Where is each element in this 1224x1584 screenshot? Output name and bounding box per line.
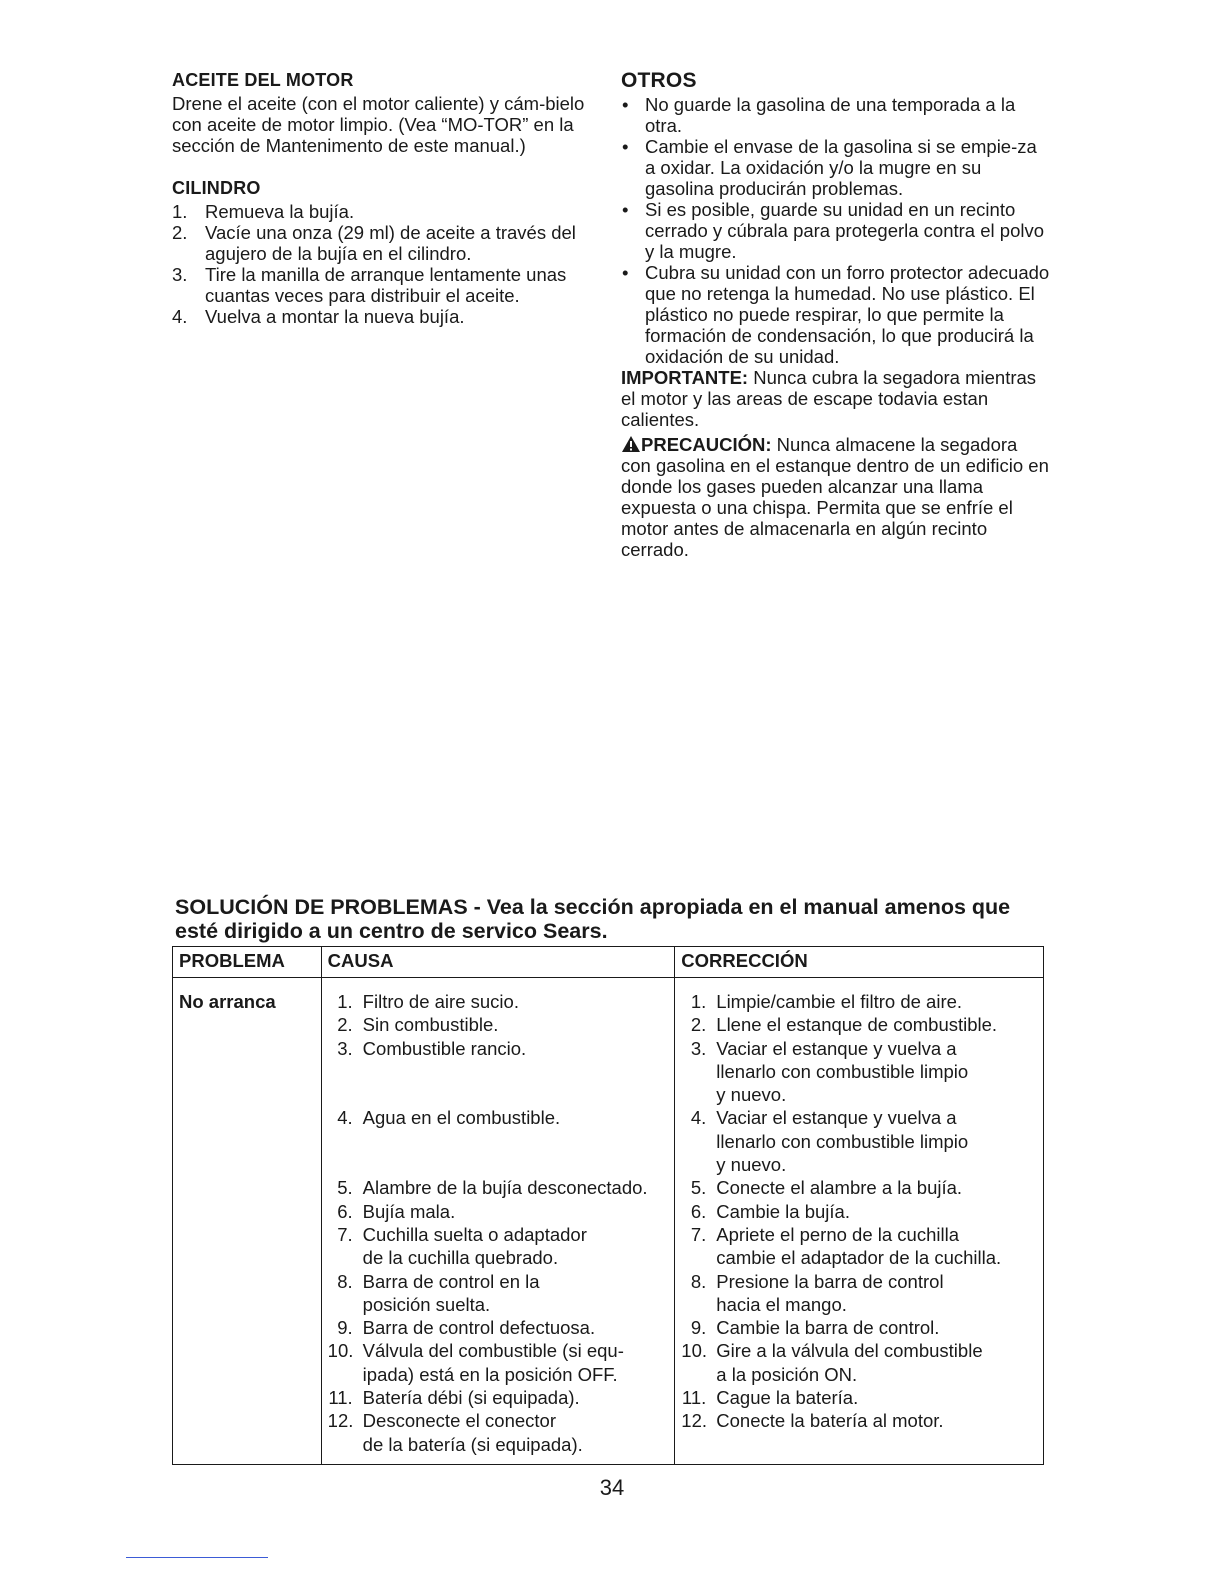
step-number: 1. [172, 201, 188, 222]
item-line: Batería débi (si equipada). [362, 1387, 580, 1409]
item-number: 5. [690, 1177, 707, 1199]
cylinder-heading: CILINDRO [172, 178, 261, 198]
item-line: Gire a la válvula del combustible [716, 1340, 983, 1362]
cause-item [328, 1200, 669, 1223]
cause-item [328, 990, 669, 1013]
others-bullet: • Cubra su unidad con un forro protector adecuado que no retenga la humedad. No use plástico. El plástico no puede respirar, lo que permite la formación de condensación, lo que producirá la oxidación de su unidad. [622, 262, 1050, 367]
item-number: 4. [690, 1107, 707, 1129]
item-line: de la batería (si equipada). [362, 1433, 583, 1455]
item-line: a la posición ON. [716, 1363, 858, 1385]
cause-item [328, 1386, 669, 1409]
item-number: 11. [681, 1387, 707, 1409]
step-text: Vacíe una onza (29 ml) de aceite a través del agujero de la bujía en el cilindro. [205, 222, 576, 264]
item-number: 6. [337, 1200, 353, 1222]
item-line: Desconecte el conector [362, 1410, 557, 1432]
others-bullet: • No guarde la gasolina de una temporada a la otra. [622, 94, 1016, 136]
item-line: Llene el estanque de combustible. [716, 1014, 998, 1036]
motor-oil-heading: ACEITE DEL MOTOR [172, 70, 354, 90]
correction-item [681, 1270, 1037, 1317]
correction-item [681, 1386, 1037, 1409]
cause-item [328, 1409, 669, 1456]
item-line: y nuevo. [716, 1084, 787, 1106]
troubleshooting-table [172, 946, 1044, 1465]
page-number: 34 [599, 1475, 625, 1500]
item-number: 4. [337, 1107, 353, 1129]
item-number: 11. [328, 1387, 353, 1409]
correction-item [681, 1223, 1037, 1270]
correction-item [681, 990, 1037, 1013]
right-column [621, 70, 1051, 560]
item-line: llenarlo con combustible limpio [716, 1130, 969, 1152]
item-number: 9. [690, 1317, 707, 1339]
others-heading: OTROS [621, 69, 697, 92]
item-number: 9. [337, 1317, 353, 1339]
item-number: 2. [690, 1014, 707, 1036]
item-line: cambie el adaptador de la cuchilla. [716, 1247, 1002, 1269]
item-number: 7. [337, 1223, 353, 1245]
bullet-text: Cambie el envase de la gasolina si se empie-za a oxidar. La oxidación y/o la mugre en su gasolina producirán problemas. [645, 136, 1037, 199]
item-line: Conecte la batería al motor. [716, 1410, 944, 1432]
step-number: 4. [172, 306, 188, 327]
item-line: Barra de control defectuosa. [362, 1317, 596, 1339]
item-number: 2. [337, 1014, 353, 1036]
step-number: 3. [172, 264, 188, 285]
item-line: Bujía mala. [362, 1200, 456, 1222]
cylinder-steps [172, 201, 602, 327]
item-line: Alambre de la bujía desconectado. [362, 1177, 648, 1199]
item-line: de la cuchilla quebrado. [362, 1247, 559, 1269]
header-cause: CAUSA [321, 947, 675, 978]
correction-item [681, 1409, 1037, 1432]
item-line: Apriete el perno de la cuchilla [716, 1223, 959, 1245]
cylinder-step [172, 222, 602, 264]
correction-item [681, 1037, 1037, 1107]
step-text: Remueva la bujía. [205, 201, 355, 222]
cause-item [328, 1037, 669, 1060]
item-number: 10. [327, 1340, 354, 1362]
item-line: Presione la barra de control [716, 1270, 944, 1292]
warning-triangle-icon [621, 435, 641, 453]
cause-item [328, 1013, 669, 1036]
left-column [172, 70, 602, 327]
problem-cell: No arranca [173, 978, 322, 1465]
item-line: Cambie la bujía. [716, 1200, 850, 1222]
bullet-text: Cubra su unidad con un forro protector adecuado que no retenga la humedad. No use plástico. El plástico no puede respirar, lo que permite la formación de condensación, lo que producirá la oxidación de su unidad. [645, 262, 1050, 367]
cause-item [328, 1106, 669, 1129]
cylinder-step [172, 306, 602, 327]
item-number: 8. [690, 1270, 707, 1292]
item-line: Sin combustible. [362, 1014, 499, 1036]
item-number: 6. [690, 1200, 707, 1222]
important-text: Nunca cubra la segadora mientras el motor y las areas de escape todavia estan calientes. [621, 367, 1037, 430]
item-number: 3. [337, 1037, 353, 1059]
item-line: Cague la batería. [716, 1387, 859, 1409]
item-line: llenarlo con combustible limpio [716, 1060, 969, 1082]
item-number: 12. [327, 1410, 354, 1432]
item-number: 5. [337, 1177, 353, 1199]
table-row [173, 978, 1044, 1465]
step-number: 2. [172, 222, 188, 243]
item-line: Agua en el combustible. [362, 1107, 561, 1129]
header-problem: PROBLEMA [173, 947, 322, 978]
item-line: hacia el mango. [716, 1293, 847, 1315]
item-line: y nuevo. [716, 1154, 787, 1176]
correction-item [681, 1316, 1037, 1339]
correction-item [681, 1339, 1037, 1386]
footer-rule [126, 1557, 268, 1558]
motor-oil-text: Drene el aceite (con el motor caliente) y cám-bielo con aceite de motor limpio. (Vea “MO-TOR” en la sección de Mantenimento de este manual.) [172, 93, 585, 156]
others-bullet: • Cambie el envase de la gasolina si se empie-za a oxidar. La oxidación y/o la mugre en su gasolina producirán problemas. [622, 136, 1037, 199]
causes-cell [321, 978, 675, 1465]
item-number: 8. [337, 1270, 353, 1292]
cause-item [328, 1176, 669, 1199]
item-line: posición suelta. [362, 1293, 491, 1315]
bullet-text: No guarde la gasolina de una temporada a la otra. [645, 94, 1016, 136]
step-text: Vuelva a montar la nueva bujía. [205, 306, 465, 327]
caution-text: Nunca almacene la segadora con gasolina en el estanque dentro de un edificio en donde los gases pueden alcanzar una llama expuesta o una chispa. Permita que se enfríe el motor antes de almacenarla en algún recinto cerrado. [621, 434, 1049, 560]
cause-item [328, 1316, 669, 1339]
item-line: Vaciar el estanque y vuelva a [716, 1107, 957, 1129]
cause-item [328, 1223, 669, 1270]
bullet-text: Si es posible, guarde su unidad en un recinto cerrado y cúbrala para protegerla contra el polvo y la mugre. [645, 199, 1045, 262]
item-number: 1. [337, 991, 353, 1012]
important-note [621, 367, 1051, 430]
corrections-cell [675, 978, 1044, 1465]
item-number: 12. [681, 1410, 707, 1432]
item-line: Cambie la barra de control. [716, 1317, 940, 1339]
others-bullet: • Si es posible, guarde su unidad en un recinto cerrado y cúbrala para protegerla contra el polvo y la mugre. [622, 199, 1045, 262]
item-number: 1. [690, 991, 707, 1012]
table-header-row [173, 947, 1044, 978]
correction-item [681, 1013, 1037, 1036]
item-line: Válvula del combustible (si equ- [362, 1340, 624, 1362]
correction-item [681, 1200, 1037, 1223]
item-number: 10. [681, 1340, 707, 1362]
item-line: ipada) está en la posición OFF. [362, 1363, 618, 1385]
item-line: Cuchilla suelta o adaptador [362, 1223, 587, 1245]
correction-item [681, 1176, 1037, 1199]
item-line: Vaciar el estanque y vuelva a [716, 1037, 957, 1059]
caution-label: PRECAUCIÓN: [641, 434, 772, 455]
header-correction: CORRECCIÓN [675, 947, 1044, 978]
troubleshooting-title: SOLUCIÓN DE PROBLEMAS - Vea la sección apropiada en el manual amenos que esté dirigido a un centro de servico Sears. [175, 895, 1011, 943]
item-line: Conecte el alambre a la bujía. [716, 1177, 963, 1199]
item-line: Limpie/cambie el filtro de aire. [716, 991, 963, 1012]
item-line: Filtro de aire sucio. [362, 991, 519, 1012]
item-line: Barra de control en la [362, 1270, 540, 1292]
others-list [621, 94, 1051, 367]
step-text: Tire la manilla de arranque lentamente unas cuantas veces para distribuir el aceite. [205, 264, 567, 306]
cylinder-step [172, 264, 602, 306]
item-line: Combustible rancio. [362, 1037, 527, 1059]
cause-item [328, 1270, 669, 1317]
caution-note [621, 434, 1051, 560]
item-number: 7. [690, 1223, 707, 1245]
important-label: IMPORTANTE: [621, 367, 749, 388]
correction-item [681, 1106, 1037, 1176]
cylinder-step [172, 201, 602, 222]
cause-item [328, 1339, 669, 1386]
item-number: 3. [690, 1037, 707, 1059]
